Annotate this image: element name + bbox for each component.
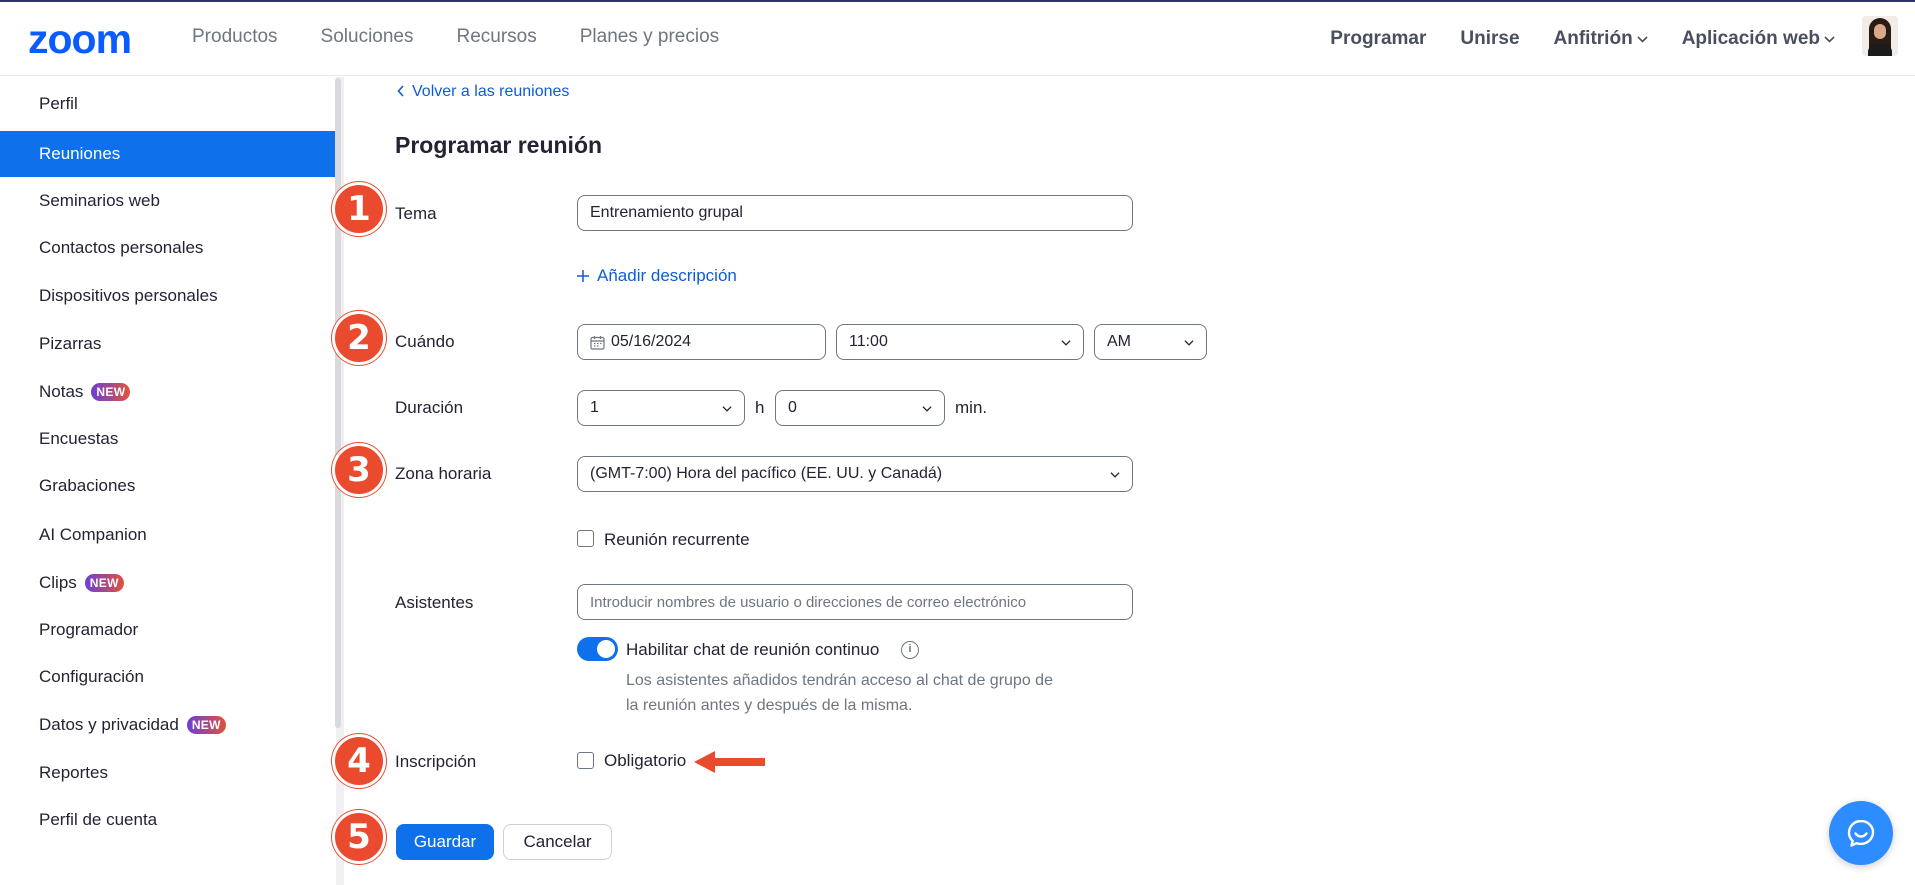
continuous-chat-label: Habilitar chat de reunión continuo [626, 640, 880, 659]
step-marker-5: 5 [332, 810, 386, 864]
sidebar-item-settings[interactable] [0, 654, 336, 700]
avatar-body [1868, 44, 1892, 56]
sidebar-item-clips[interactable] [0, 560, 336, 606]
save-button[interactable] [396, 824, 494, 860]
attendees-label: Asistentes [395, 593, 474, 612]
continuous-chat-helper: Los asistentes añadidos tendrán acceso al chat de grupo de la reunión antes y después de la misma. [626, 672, 1053, 714]
new-badge: NEW [85, 574, 124, 592]
plus-icon [577, 270, 589, 282]
sidebar-item-profile[interactable] [0, 81, 336, 127]
chat-icon [1846, 818, 1876, 848]
ampm-value: AM [1107, 333, 1131, 350]
sidebar-item-label: Dispositivos personales [39, 286, 218, 305]
main-nav [192, 26, 719, 48]
attendees-input[interactable] [577, 584, 1133, 620]
nav-solutions[interactable]: Soluciones [320, 26, 414, 47]
sidebar-item-scheduler[interactable] [0, 607, 336, 653]
sidebar-item-account-profile[interactable] [0, 797, 336, 843]
registration-required-checkbox[interactable] [577, 752, 594, 769]
zoom-logo[interactable]: zoom [28, 16, 132, 62]
sidebar-item-label: AI Companion [39, 525, 147, 544]
sidebar-item-label: Programador [39, 620, 139, 639]
support-chat-button[interactable] [1829, 801, 1893, 865]
sidebar [0, 77, 336, 885]
attendees-placeholder: Introducir nombres de usuario o direcciones de correo electrónico [590, 593, 1027, 611]
nav-schedule-label: Programar [1330, 28, 1427, 49]
step-marker-3: 3 [332, 443, 386, 497]
account-nav [1330, 28, 1835, 50]
step-marker-4: 4 [332, 734, 386, 788]
nav-host-label: Anfitrión [1553, 28, 1633, 49]
top-header [0, 2, 1915, 76]
date-picker[interactable] [577, 324, 826, 360]
sidebar-item-label: Reuniones [39, 144, 121, 163]
registration-label: Inscripción [395, 752, 477, 771]
nav-resources[interactable]: Recursos [456, 26, 537, 47]
sidebar-item-label: Perfil de cuenta [39, 810, 158, 829]
hours-unit: h [755, 398, 765, 417]
save-button-label: Guardar [413, 832, 477, 851]
sidebar-item-meetings[interactable] [0, 131, 336, 177]
arrow-left-icon [693, 750, 765, 774]
new-badge: NEW [91, 383, 130, 401]
sidebar-item-label: Grabaciones [39, 476, 136, 495]
sidebar-item-reports[interactable] [0, 750, 336, 796]
sidebar-item-label: Datos y privacidad [39, 715, 179, 734]
sidebar-item-label: Contactos personales [39, 238, 204, 257]
sidebar-item-label: Perfil [39, 94, 78, 113]
recurring-checkbox[interactable] [577, 530, 594, 547]
sidebar-item-label: Clips [39, 573, 77, 592]
new-badge: NEW [187, 716, 226, 734]
when-label: Cuándo [395, 332, 455, 351]
topic-label: Tema [395, 204, 437, 223]
nav-plans-pricing[interactable]: Planes y precios [579, 26, 720, 47]
sidebar-item-personal-contacts[interactable] [0, 225, 336, 271]
timezone-value: (GMT-7:00) Hora del pacífico (EE. UU. y Canadá) [590, 465, 943, 482]
sidebar-item-data-privacy[interactable] [0, 702, 336, 748]
registration-required-label: Obligatorio [604, 751, 687, 770]
recurring-label: Reunión recurrente [604, 530, 750, 549]
back-to-meetings-link[interactable] [397, 83, 569, 101]
nav-schedule[interactable] [1330, 28, 1426, 50]
sidebar-item-webinars[interactable] [0, 178, 336, 224]
user-avatar[interactable] [1862, 16, 1898, 56]
sidebar-item-notes[interactable] [0, 369, 336, 415]
chevron-down-icon [722, 404, 732, 414]
sidebar-item-label: Seminarios web [39, 191, 160, 210]
duration-minutes-select[interactable] [775, 390, 945, 426]
sidebar-item-polls[interactable] [0, 416, 336, 462]
sidebar-item-label: Notas [39, 382, 84, 401]
chevron-down-icon [1184, 338, 1194, 348]
continuous-chat-toggle[interactable] [577, 637, 618, 661]
nav-join[interactable] [1460, 28, 1519, 50]
chevron-left-icon [397, 85, 405, 97]
add-description-label: Añadir descripción [597, 266, 737, 285]
duration-label: Duración [395, 398, 464, 417]
topic-value: Entrenamiento grupal [590, 204, 743, 221]
nav-products[interactable]: Productos [192, 26, 278, 47]
sidebar-scrollbar[interactable] [335, 78, 341, 728]
cancel-button[interactable] [503, 824, 612, 860]
topic-input[interactable] [577, 195, 1133, 231]
nav-host-menu[interactable] [1554, 28, 1648, 50]
minutes-unit: min. [955, 398, 988, 417]
back-link-label: Volver a las reuniones [412, 83, 570, 100]
chevron-down-icon [1637, 36, 1648, 43]
sidebar-item-label: Reportes [39, 763, 108, 782]
chevron-down-icon [1061, 338, 1071, 348]
page-title: Programar reunión [395, 132, 603, 158]
chevron-down-icon [1110, 470, 1120, 480]
avatar-face [1874, 24, 1886, 39]
sidebar-item-recordings[interactable] [0, 463, 336, 509]
nav-web-app-menu[interactable] [1682, 28, 1835, 50]
date-value: 05/16/2024 [611, 333, 692, 350]
cancel-button-label: Cancelar [523, 832, 592, 851]
calendar-icon [590, 335, 605, 350]
info-icon[interactable]: i [901, 641, 919, 659]
timezone-select[interactable] [577, 456, 1133, 492]
ampm-select[interactable] [1094, 324, 1207, 360]
sidebar-item-label: Configuración [39, 667, 144, 686]
chevron-down-icon [1824, 36, 1835, 43]
sidebar-item-ai-companion[interactable] [0, 512, 336, 558]
chevron-down-icon [922, 404, 932, 414]
nav-web-app-label: Aplicación web [1681, 28, 1820, 49]
sidebar-item-label: Pizarras [39, 334, 102, 353]
time-select[interactable] [836, 324, 1084, 360]
time-value: 11:00 [849, 333, 888, 350]
sidebar-item-whiteboards[interactable] [0, 321, 336, 367]
timezone-label: Zona horaria [395, 464, 492, 483]
duration-hours-value: 1 [590, 399, 599, 416]
sidebar-item-label: Encuestas [39, 429, 119, 448]
step-marker-1: 1 [332, 182, 386, 236]
nav-join-label: Unirse [1460, 28, 1520, 49]
add-description-link[interactable] [577, 266, 737, 286]
toggle-knob [597, 640, 615, 658]
duration-hours-select[interactable] [577, 390, 745, 426]
step-marker-2: 2 [332, 311, 386, 365]
sidebar-item-personal-devices[interactable] [0, 273, 336, 319]
duration-minutes-value: 0 [788, 399, 797, 416]
